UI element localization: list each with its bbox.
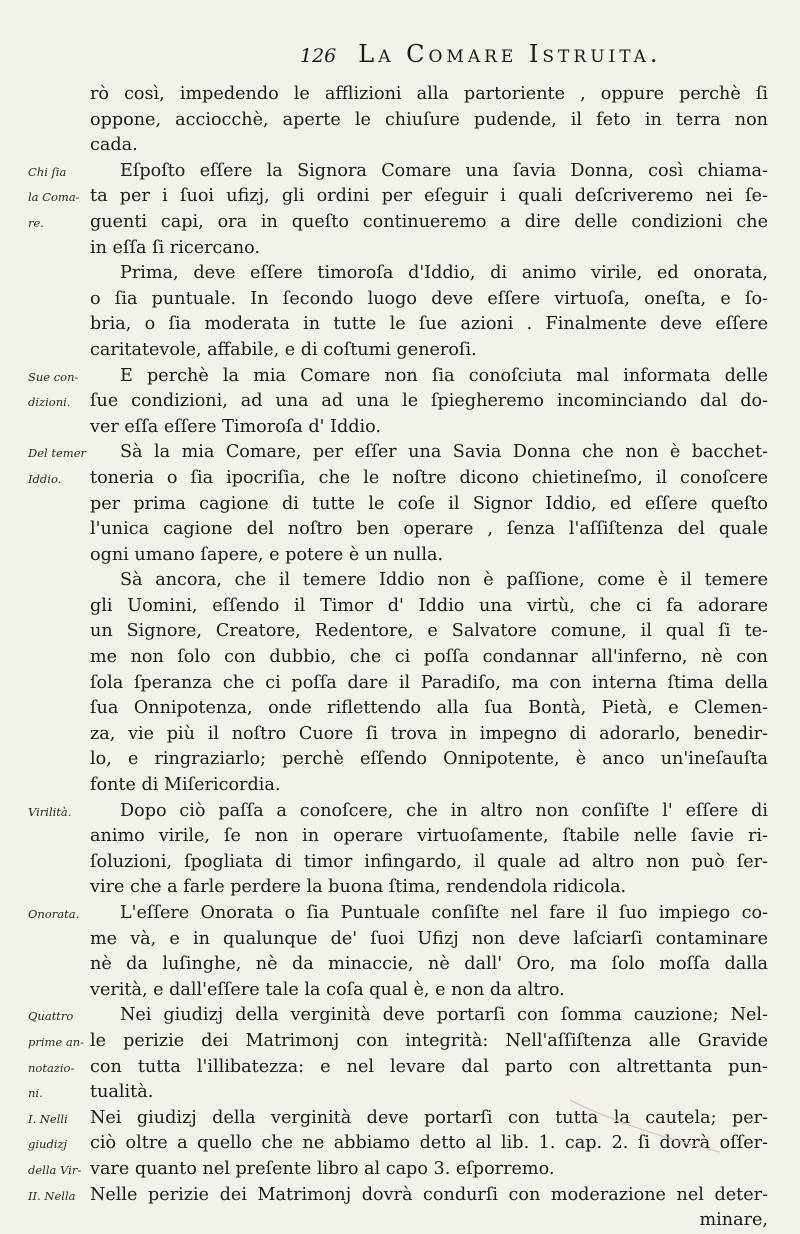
margin-note: re. bbox=[28, 215, 44, 230]
margin-note: della Vir- bbox=[28, 1162, 82, 1177]
line-text: le perizie dei Matrimonj con integrità: Nell'aſſiſtenza alle Gravide bbox=[90, 1030, 768, 1051]
line-text: Dopo ciò paſſa a conoſcere, che in altro non conſiſte l' eſſere di bbox=[120, 800, 768, 821]
text-line bbox=[28, 312, 768, 338]
margin-note: Chi ſia bbox=[28, 164, 67, 179]
line-text: cada. bbox=[90, 135, 138, 156]
text-line bbox=[28, 517, 768, 543]
text-line bbox=[28, 722, 768, 748]
text-line bbox=[28, 1208, 768, 1234]
text-line bbox=[28, 1029, 768, 1055]
text-line bbox=[28, 619, 768, 645]
line-text: Prima, deve eſſere timoroſa d'Iddio, di animo virile, ed onorata, bbox=[120, 263, 768, 284]
line-text: me non ſolo con dubbio, che ci poſſa condannar all'inferno, nè con bbox=[90, 647, 768, 668]
margin-note: ni. bbox=[28, 1086, 43, 1101]
line-text: rò così, impedendo le afflizioni alla partoriente , oppure perchè ſi bbox=[90, 84, 768, 104]
line-text: animo virile, ſe non in operare virtuoſamente, ſtabile nelle ſavie ri- bbox=[90, 826, 768, 847]
line-text: ta per i ſuoi ufizj, gli ordini per eſeguir i quali deſcriveremo nei ſe- bbox=[90, 186, 768, 207]
margin-note: Onorata. bbox=[28, 907, 80, 921]
margin-note: II. Nella bbox=[28, 1188, 76, 1203]
line-text: tualità. bbox=[90, 1082, 154, 1103]
text-line bbox=[28, 696, 768, 722]
line-text: ſua Onnipotenza, onde riflettendo alla ſua Bontà, Pietà, e Clemen- bbox=[90, 698, 768, 719]
text-line bbox=[28, 671, 768, 697]
text-line bbox=[28, 568, 768, 594]
line-text: toneria o ſia ipocriſia, che le noſtre dicono chietineſmo, il conoſcere bbox=[90, 467, 768, 488]
running-title: La Comare Istruita. bbox=[358, 40, 662, 68]
text-line bbox=[28, 82, 768, 108]
margin-note: I. Nelli bbox=[28, 1111, 68, 1126]
text-line bbox=[28, 261, 768, 287]
text-line bbox=[28, 133, 768, 159]
text-line bbox=[28, 799, 768, 825]
margin-note: la Coma- bbox=[28, 190, 80, 205]
line-text: Nei giudizj della verginità deve portarſi con tutta la cautela; per- bbox=[90, 1107, 768, 1128]
text-line bbox=[28, 389, 768, 415]
line-text: ſoluzioni, ſpogliata di timor infingardo, il quale ad altro non può ſer- bbox=[90, 851, 768, 872]
margin-note: notazio- bbox=[28, 1060, 75, 1075]
page-number: 126 bbox=[300, 45, 337, 67]
line-text: ogni umano ſapere, e potere è un nulla. bbox=[90, 544, 444, 565]
line-text: bria, o ſia moderata in tutte le ſue azioni . Finalmente deve eſſere bbox=[90, 314, 768, 335]
text-line bbox=[28, 927, 768, 953]
text-line bbox=[28, 466, 768, 492]
text-line bbox=[28, 364, 768, 390]
line-text: gli Uomini, eſſendo il Timor d' Iddio una virtù, che ci fa adorare bbox=[90, 595, 768, 616]
text-line bbox=[28, 747, 768, 773]
line-text: nè da luſinghe, nè da minaccie, nè dall' Oro, ma ſolo moſſa dalla bbox=[90, 954, 768, 975]
line-text: caritatevole, affabile, e di coſtumi generoſi. bbox=[90, 339, 477, 360]
text-line bbox=[28, 1183, 768, 1209]
margin-note: Quattro bbox=[28, 1009, 74, 1024]
line-text: con tutta l'illibatezza: e nel levare dal parto con altrettanta pun- bbox=[90, 1056, 768, 1077]
margin-note: dizioni. bbox=[28, 395, 71, 410]
page-body bbox=[28, 82, 768, 1234]
line-text: me và, e in qualunque de' ſuoi Ufizj non deve laſciarſi contaminare bbox=[90, 928, 768, 949]
text-line bbox=[28, 952, 768, 978]
text-line bbox=[28, 287, 768, 313]
text-line bbox=[28, 210, 768, 236]
text-line bbox=[28, 875, 768, 901]
text-line bbox=[28, 1003, 768, 1029]
line-text: un Signore, Creatore, Redentore, e Salvatore comune, il qual ſi te- bbox=[90, 621, 768, 642]
line-text: ſola ſperanza che ci poſſa dare il Paradiſo, ma con interna ſtima della bbox=[90, 672, 768, 693]
text-line bbox=[28, 338, 768, 364]
line-text: guenti capi, ora in queſto continueremo a dire delle condizioni che bbox=[90, 211, 768, 232]
margin-note: Del temer bbox=[28, 446, 86, 461]
text-line bbox=[28, 415, 768, 441]
line-text: oppone, acciocchè, aperte le chiuſure pudende, il feto in terra non bbox=[90, 109, 768, 130]
text-line bbox=[28, 108, 768, 134]
line-text: ſue condizioni, ad una ad una le ſpiegheremo incominciando dal do- bbox=[90, 391, 768, 412]
margin-note: prime an- bbox=[28, 1034, 85, 1049]
line-text: L'eſſere Onorata o ſia Puntuale conſiſte nel fare il ſuo impiego co- bbox=[120, 903, 768, 923]
text-line bbox=[28, 543, 768, 569]
text-line bbox=[28, 1055, 768, 1081]
line-text: per prima cagione di tutte le coſe il Signor Iddio, ed eſſere queſto bbox=[90, 493, 768, 514]
line-text: lo, e ringraziarlo; perchè eſſendo Onnipotente, è anco un'ineſauſta bbox=[90, 749, 768, 770]
text-line bbox=[28, 645, 768, 671]
text-line bbox=[28, 901, 768, 927]
paper-crease-decoration bbox=[560, 1090, 740, 1160]
text-line bbox=[28, 773, 768, 799]
line-text: Sà la mia Comare, per eſſer una Savia Donna che non è bacchet- bbox=[120, 442, 768, 463]
line-text: Sà ancora, che il temere Iddio non è paſſione, come è il temere bbox=[120, 570, 768, 591]
line-text: E perchè la mia Comare non ſia conoſciuta mal informata delle bbox=[120, 365, 768, 386]
text-line bbox=[28, 159, 768, 185]
text-line bbox=[28, 978, 768, 1004]
text-line bbox=[28, 492, 768, 518]
line-text: Nei giudizj della verginità deve portarſi con ſomma cauzione; Nel- bbox=[120, 1005, 768, 1026]
text-line bbox=[28, 850, 768, 876]
line-text: za, vie più il noſtro Cuore ſi trova in impegno di adorarlo, benedir- bbox=[90, 723, 768, 744]
margin-note: giudizj bbox=[28, 1137, 68, 1152]
line-text: fonte di Miſericordia. bbox=[90, 775, 281, 796]
line-text: o ſia puntuale. In ſecondo luogo deve eſſere virtuoſa, oneſta, e ſo- bbox=[90, 288, 768, 309]
text-line bbox=[28, 440, 768, 466]
margin-note: Iddio. bbox=[28, 471, 62, 486]
margin-note: Sue con- bbox=[28, 369, 79, 384]
line-text: verità, e dall'eſſere tale la coſa qual è, e non da altro. bbox=[90, 979, 565, 1000]
line-text: vare quanto nel preſente libro al capo 3. eſporremo. bbox=[90, 1158, 555, 1179]
page-header bbox=[300, 40, 720, 74]
line-text: minare, bbox=[699, 1210, 768, 1231]
line-text: in eſſa ſi ricercano. bbox=[90, 237, 261, 258]
text-line bbox=[28, 236, 768, 262]
line-text: ciò oltre a quello che ne abbiamo detto al lib. 1. cap. 2. ſi dovrà oſſer- bbox=[90, 1133, 768, 1154]
text-line bbox=[28, 184, 768, 210]
line-text: Eſpoſto eſſere la Signora Comare una ſavia Donna, così chiama- bbox=[120, 160, 768, 181]
text-line bbox=[28, 594, 768, 620]
text-line bbox=[28, 824, 768, 850]
line-text: Nelle perizie dei Matrimonj dovrà condurſi con moderazione nel deter- bbox=[90, 1184, 768, 1205]
line-text: l'unica cagione del noſtro ben operare , ſenza l'aſſiſtenza del quale bbox=[90, 519, 768, 540]
margin-note: Virilità. bbox=[28, 804, 72, 819]
text-line bbox=[28, 1157, 768, 1183]
line-text: ver eſſa eſſere Timoroſa d' Iddio. bbox=[90, 416, 382, 437]
line-text: vire che a farle perdere la buona ſtima, rendendola ridicola. bbox=[90, 877, 627, 898]
